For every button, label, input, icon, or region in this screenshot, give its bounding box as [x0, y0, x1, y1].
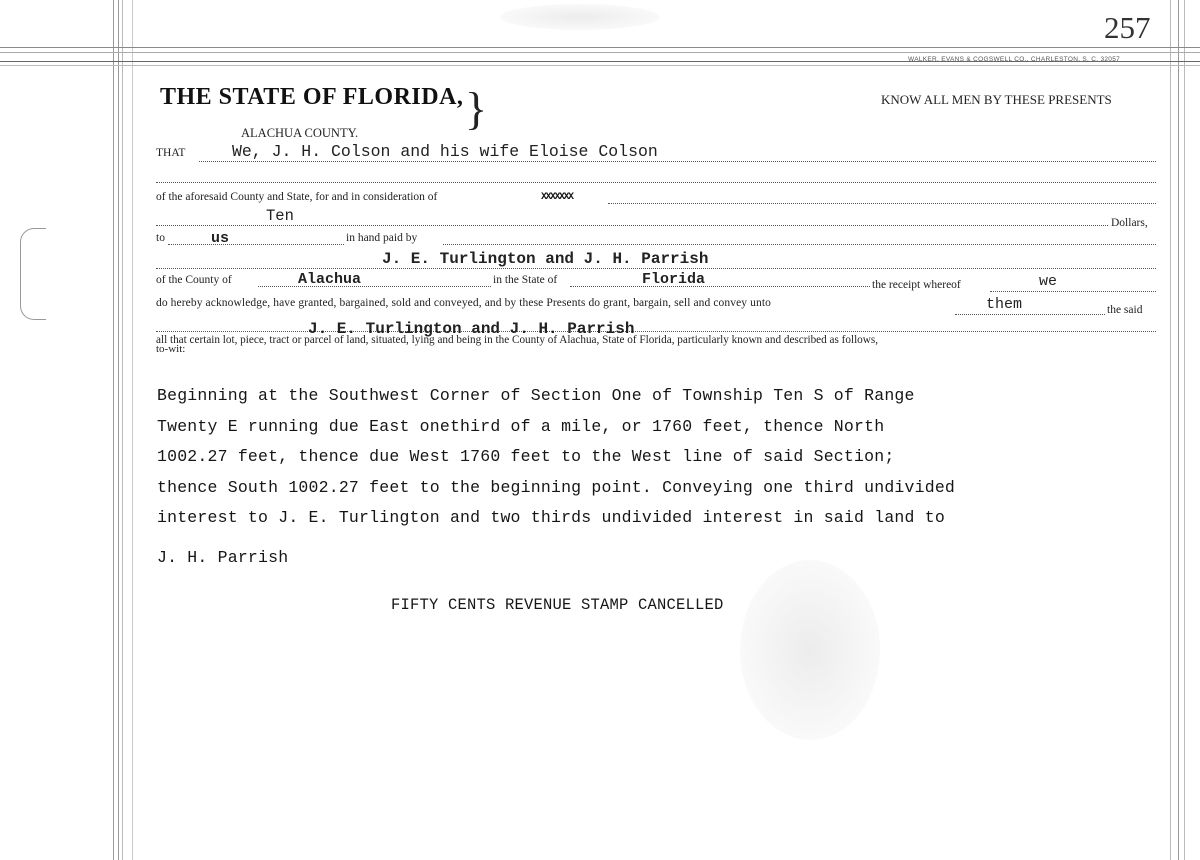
fill-line	[156, 331, 1156, 332]
description-line: Beginning at the Southwest Corner of Section One of Township Ten S of Range	[157, 386, 915, 405]
fill-line	[168, 244, 344, 245]
description-final-line: J. H. Parrish	[157, 548, 289, 567]
acknowledge-text: do hereby acknowledge, have granted, bargained, sold and conveyed, and by these Presents do grant, bargain, sell and convey unto	[156, 297, 771, 309]
margin-line	[122, 0, 123, 860]
top-rule	[0, 52, 1200, 53]
county-value: Alachua	[298, 271, 362, 288]
paid-by-label: in hand paid by	[346, 232, 418, 244]
punch-hole-mark	[20, 228, 46, 320]
receipt-value: we	[1039, 273, 1058, 290]
fill-line	[608, 203, 1156, 204]
county-heading: ALACHUA COUNTY.	[241, 126, 359, 140]
margin-line	[1170, 0, 1171, 860]
description-line: Twenty E running due East onethird of a mile, or 1760 feet, thence North	[157, 417, 885, 436]
description-line: interest to J. E. Turlington and two thirds undivided interest in said land to	[157, 508, 945, 527]
that-label: THAT	[156, 147, 186, 159]
grantors-value: We, J. H. Colson and his wife Eloise Colson	[232, 142, 658, 161]
amount-value: Ten	[266, 207, 294, 225]
dollars-label: Dollars,	[1111, 217, 1148, 229]
smudge	[500, 4, 660, 30]
margin-line	[118, 0, 119, 860]
lot-description-label: all that certain lot, piece, tract or parcel of land, situated, lying and being in the County of Alachua, State of Florida, particularly known and described as follows,	[156, 334, 879, 346]
top-rule	[0, 65, 1200, 66]
know-all-heading: KNOW ALL MEN BY THESE PRESENTS	[881, 92, 1112, 107]
description-line: thence South 1002.27 feet to the beginning point. Conveying one third undivided	[157, 478, 956, 497]
header-brace: }	[465, 83, 488, 134]
fill-line	[443, 244, 1156, 245]
grantees-value: J. E. Turlington and J. H. Parrish	[308, 320, 635, 338]
fill-line	[955, 314, 1105, 315]
fill-line	[156, 268, 1156, 269]
description-line: 1002.27 feet, thence due West 1760 feet to the West line of said Section;	[157, 447, 895, 466]
to-label: to	[156, 232, 165, 244]
of-county-label: of the County of	[156, 274, 232, 286]
state-title: THE STATE OF FLORIDA,	[160, 84, 464, 110]
margin-line	[113, 0, 114, 860]
revenue-stamp-note: FIFTY CENTS REVENUE STAMP CANCELLED	[391, 596, 724, 614]
margin-line	[1178, 0, 1179, 860]
payers-value: J. E. Turlington and J. H. Parrish	[382, 250, 709, 268]
smudge	[740, 560, 880, 740]
fill-line	[258, 286, 491, 287]
to-wit-label: to-wit:	[156, 343, 186, 355]
fill-line	[156, 225, 1108, 226]
fill-line	[570, 286, 870, 287]
fill-line	[199, 161, 1156, 162]
top-rule	[0, 47, 1200, 48]
to-value: us	[211, 230, 230, 247]
consideration-label: of the aforesaid County and State, for and in consideration of	[156, 191, 438, 203]
state-value: Florida	[642, 271, 706, 288]
the-said-label: the said	[1107, 304, 1143, 316]
printer-imprint: WALKER, EVANS & COGSWELL CO., CHARLESTON, S. C. 32057	[908, 56, 1121, 63]
convey-value: them	[986, 296, 1023, 313]
fill-line	[990, 291, 1156, 292]
page-number: 257	[1104, 10, 1151, 45]
fill-line	[156, 182, 1156, 183]
in-state-label: in the State of	[493, 274, 558, 286]
margin-line	[132, 0, 133, 860]
receipt-label: the receipt whereof	[872, 279, 961, 291]
struck-text: XXXXXXX	[541, 192, 573, 203]
margin-line	[1184, 0, 1185, 860]
